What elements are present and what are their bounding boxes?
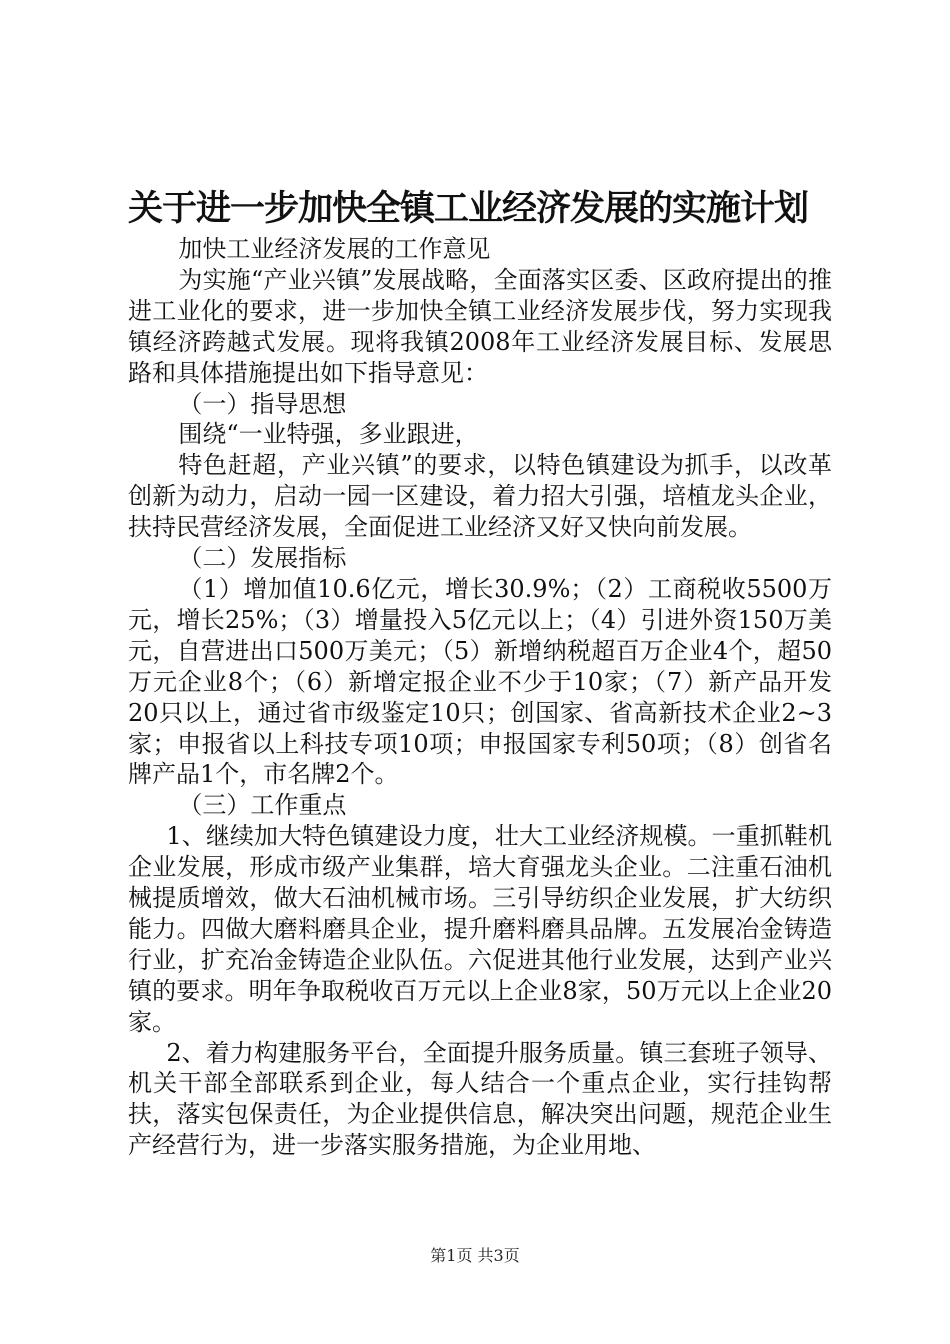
section-heading-work-focus: （三）工作重点 — [178, 791, 347, 820]
section-heading-development-targets: （二）发展指标 — [178, 544, 347, 573]
document-body — [128, 234, 832, 1161]
paragraph-guiding-lead: 围绕“一业特强，多业跟进， — [178, 420, 479, 449]
page-number-footer: 第1页 共3页 — [430, 1246, 520, 1265]
paragraph-intro: 为实施“产业兴镇”发展战略，全面落实区委、区政府提出的推进工业化的要求，进一步加快全镇工业经济发展步伐，努力实现我镇经济跨越式发展。现将我镇2008年工业经济发展目标、发展思路和具体措施提出如下指导意见： — [128, 265, 832, 387]
paragraph-subtitle: 加快工业经济发展的工作意见 — [178, 235, 491, 263]
paragraph-focus-2: 2、着力构建服务平台，全面提升服务质量。镇三套班子领导、机关干部全部联系到企业，每人结合一个重点企业，实行挂钩帮扶，落实包保责任，为企业提供信息，解决突出问题，规范企业生产经营行为，进一步落实服务措施，为企业用地、 — [128, 1038, 832, 1160]
paragraph-focus-1: 1、继续加大特色镇建设力度，壮大工业经济规模。一重抓鞋机企业发展，形成市级产业集群，培大育强龙头企业。二注重石油机械提质增效，做大石油机械市场。三引导纺织企业发展，扩大纺织能力。四做大磨料磨具企业，提升磨料磨具品牌。五发展冶金铸造行业，扩充冶金铸造企业队伍。六促进其他行业发展，达到产业兴镇的要求。明年争取税收百万元以上企业8家，50万元以上企业20家。 — [128, 822, 832, 1036]
document-title: 关于进一步加快全镇工业经济发展的实施计划 — [128, 189, 809, 229]
section-heading-guiding-thought: （一）指导思想 — [178, 389, 347, 418]
paragraph-guiding-body: 特色赶超，产业兴镇”的要求，以特色镇建设为抓手，以改革创新为动力，启动一园一区建设，着力招大引强，培植龙头企业，扶持民营经济发展，全面促进工业经济又好又快向前发展。 — [128, 451, 832, 542]
paragraph-targets: （1）增加值10.6亿元，增长30.9%；（2）工商税收5500万元，增长25%；（3）增量投入5亿元以上；（4）引进外资150万美元，自营进出口500万美元；（5）新增纳税超百万企业4个，超50万元企业8个；（6）新增定报企业不少于10家；（7）新产品开发20只以上，通过省市级鉴定10只；创国家、省高新技术企业2~3家；申报省以上科技专项10项；申报国家专利50项；（8）创省名牌产品1个，市名牌2个。 — [128, 574, 832, 789]
